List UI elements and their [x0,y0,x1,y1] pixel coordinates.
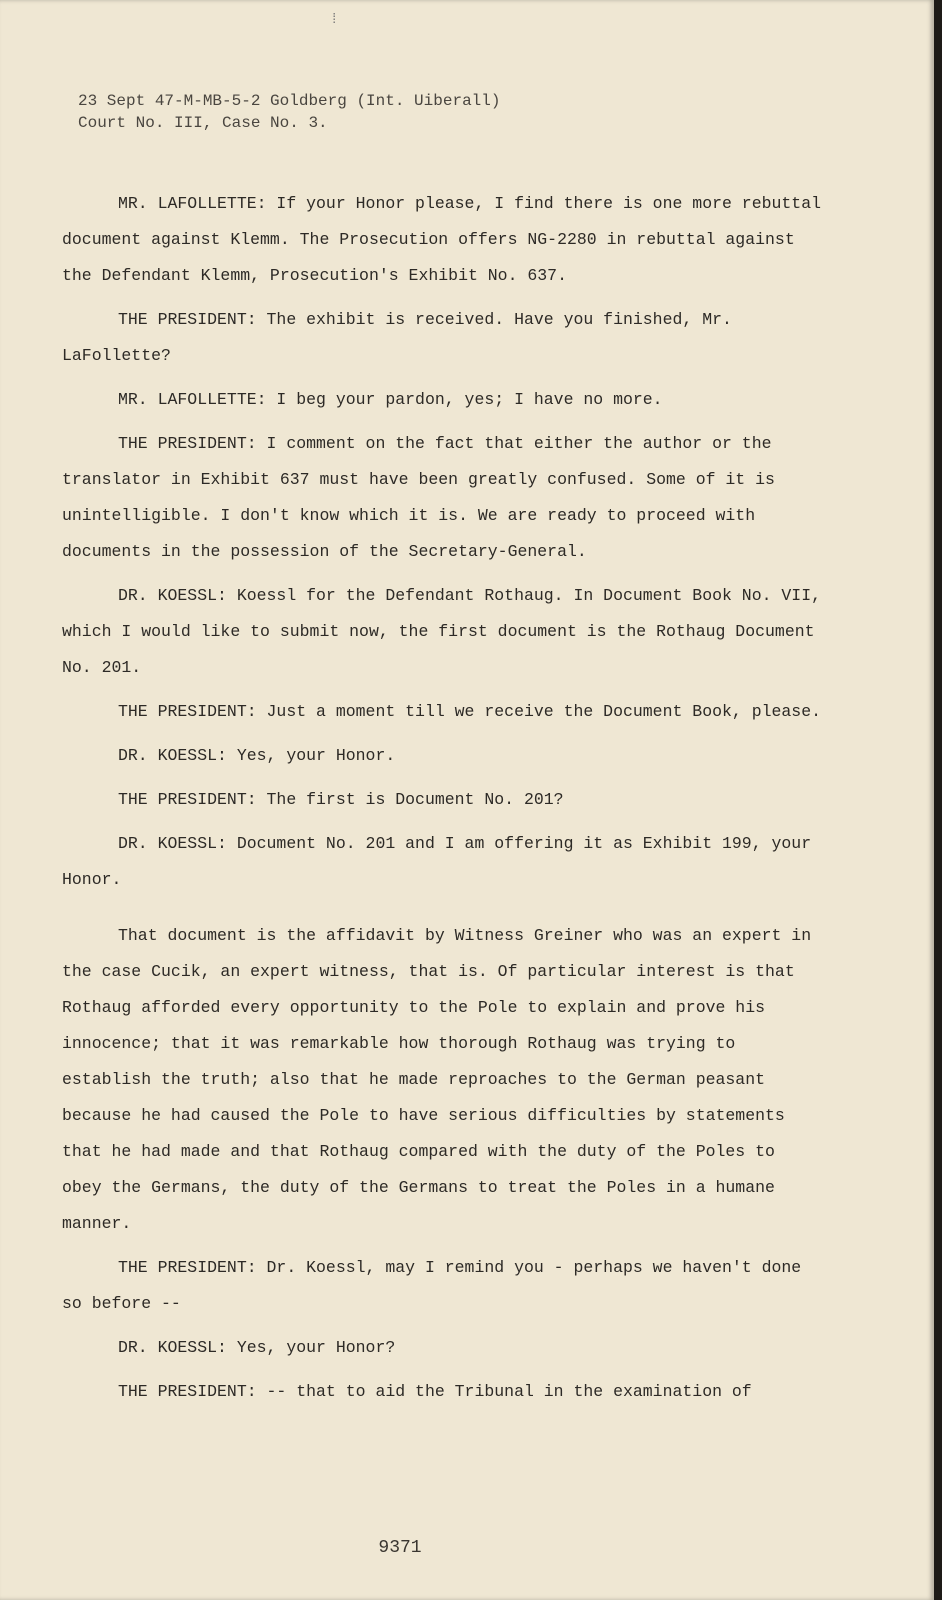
paragraph-9: DR. KOESSL: Document No. 201 and I am offering it as Exhibit 199, your Honor. [62,834,812,889]
paragraph-3: MR. LAFOLLETTE: I beg your pardon, yes; I have no more. [118,390,663,409]
header-line-1: 23 Sept 47-M-MB-5-2 Goldberg (Int. Uiberall) [78,92,501,110]
transcript-body [62,186,822,1410]
paragraph-11: THE PRESIDENT: Dr. Koessl, may I remind you - perhaps we haven't done so before -- [62,1258,802,1313]
header-line-2: Court No. III, Case No. 3. [78,114,328,132]
paragraph-4: THE PRESIDENT: I comment on the fact that either the author or the translator in Exhibit 637 must have been greatly confused. Some of it is unintelligible. I don't know which it is. We are ready to proceed with documents in the possession of the Secretary-General. [62,434,775,561]
paragraph-1: MR. LAFOLLETTE: If your Honor please, I find there is one more rebuttal document against Klemm. The Prosecution offers NG-2280 in rebuttal against the Defendant Klemm, Prosecution's Exhibit No. 637. [62,194,822,285]
paragraph-8: THE PRESIDENT: The first is Document No. 201? [118,790,564,809]
header [78,90,500,134]
page-number: 9371 [378,1538,422,1558]
paragraph-13: THE PRESIDENT: -- that to aid the Tribunal in the examination of [118,1382,752,1401]
paragraph-7: DR. KOESSL: Yes, your Honor. [118,746,396,765]
paragraph-2: THE PRESIDENT: The exhibit is received. Have you finished, Mr. LaFollette? [62,310,732,365]
scan-mark: ⁞ [330,12,339,28]
paragraph-5: DR. KOESSL: Koessl for the Defendant Rothaug. In Document Book No. VII, which I would like to submit now, the first document is the Rothaug Document No. 201. [62,586,822,677]
paragraph-6: THE PRESIDENT: Just a moment till we receive the Document Book, please. [118,702,822,721]
scan-edge [934,0,942,1600]
paragraph-10: That document is the affidavit by Witness Greiner who was an expert in the case Cucik, an expert witness, that is. Of particular interest is that Rothaug afforded every opportunity to the Pole to explain and prove his innocence; that it was remarkable how thorough Rothaug was trying to establish the truth; also that he made reproaches to the German peasant because he had caused the Pole to have serious difficulties by statements that he had made and that Rothaug compared with the duty of the Poles to obey the Germans, the duty of the Germans to treat the Poles in a humane manner. [62,926,812,1233]
paragraph-12: DR. KOESSL: Yes, your Honor? [118,1338,396,1357]
